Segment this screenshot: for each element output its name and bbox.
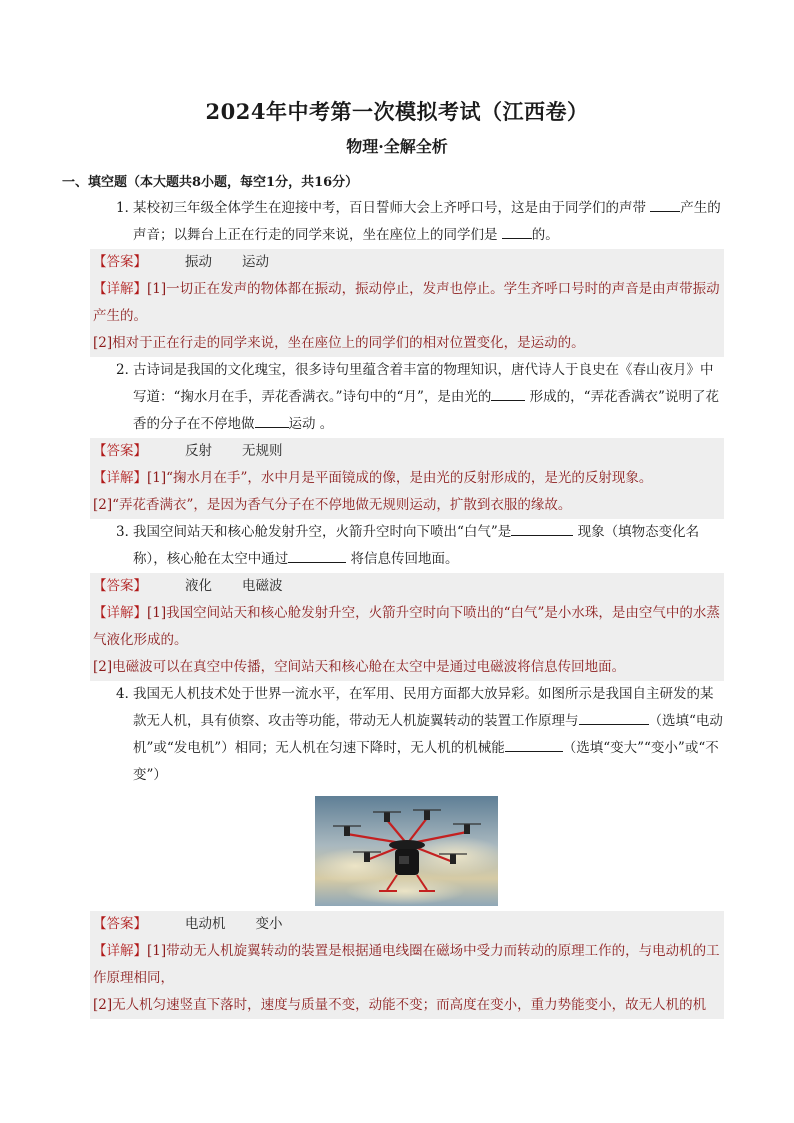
answer-blank (502, 224, 532, 239)
answer-row: 【答案】 反射 无规则 (93, 443, 283, 459)
answer-blank (491, 386, 525, 401)
drone-image (315, 796, 498, 906)
answer-box-1 (90, 249, 724, 357)
page-title: 2024年中考第一次模拟考试（江西卷） (205, 99, 589, 124)
answer-row: 【答案】 液化 电磁波 (93, 578, 283, 594)
question-1: 1． 某校初三年级全体学生在迎接中考，百日誓师大会上齐呼口号，这是由于同学们的声带 产生的声音；以舞台上正在行走的同学来说，坐在座位上的同学们是 的。 (116, 195, 724, 249)
answer-row: 【答案】 电动机 变小 (93, 916, 283, 932)
answer-blank (579, 710, 649, 725)
detail-row: 【详解】[1]一切正在发声的物体都在振动，振动停止，发声也停止。学生齐呼口号时的声音是由声带振动产生的。 (93, 281, 720, 324)
detail-row: 【详解】[1]我国空间站天和核心舱发射升空，火箭升空时向下喷出的“白气”是小水珠，是由空气中的水蒸气液化形成的。 (93, 605, 720, 648)
answer-box-3 (90, 573, 724, 681)
page-subtitle: 物理·全解全析 (346, 137, 448, 156)
detail-row: [2]电磁波可以在真空中传播，空间站天和核心舱在太空中是通过电磁波将信息传回地面。 (93, 659, 626, 675)
answer-row: 【答案】 振动 运动 (93, 254, 269, 270)
detail-row: 【详解】[1]带动无人机旋翼转动的装置是根据通电线圈在磁场中受力而转动的原理工作的，与电动机的工作原理相同， (93, 943, 720, 986)
question-2: 2． 古诗词是我国的文化瑰宝，很多诗句里蕴含着丰富的物理知识，唐代诗人于良史在《春山夜月》中写道：“掬水月在手，弄花香满衣。”诗句中的“月”，是由光的 形成的，“弄花香满衣”说明了花香的分子在不停地做 运动 。 (116, 357, 724, 438)
answer-blank (511, 521, 573, 536)
detail-row: [2]“弄花香满衣”，是因为香气分子在不停地做无规则运动，扩散到衣服的缘故。 (93, 497, 572, 513)
question-number: 2． (116, 362, 139, 378)
answer-box-2 (90, 438, 724, 519)
detail-row: [2]相对于正在行走的同学来说，坐在座位上的同学们的相对位置变化，是运动的。 (93, 335, 585, 351)
answer-blank (650, 197, 680, 212)
question-number: 1． (116, 200, 139, 216)
question-number: 4． (116, 686, 139, 702)
answer-blank (505, 737, 563, 752)
question-3: 3． 我国空间站天和核心舱发射升空，火箭升空时向下喷出“白气”是 现象（填物态变化名称），核心舱在太空中通过 将信息传回地面。 (116, 519, 724, 573)
answer-blank (288, 548, 346, 563)
detail-row: [2]无人机匀速竖直下落时，速度与质量不变，动能不变；而高度在变小，重力势能变小，故无人机的机 (93, 997, 707, 1013)
answer-blank (255, 413, 289, 428)
answer-box-4 (90, 911, 724, 1019)
section-heading: 一、填空题（本大题共8小题，每空1分，共16分） (62, 175, 359, 190)
question-4: 4． 我国无人机技术处于世界一流水平，在军用、民用方面都大放异彩。如图所示是我国自主研发的某款无人机，具有侦察、攻击等功能，带动无人机旋翼转动的装置工作原理与 （选填“电动机”或“发电机”）相同；无人机在匀速下降时，无人机的机械能 （选填“变大”“变小”或“不变”） (116, 681, 724, 789)
detail-row: 【详解】[1]“掬水月在手”，水中月是平面镜成的像，是由光的反射形成的，是光的反射现象。 (93, 470, 653, 486)
question-number: 3． (116, 524, 139, 540)
